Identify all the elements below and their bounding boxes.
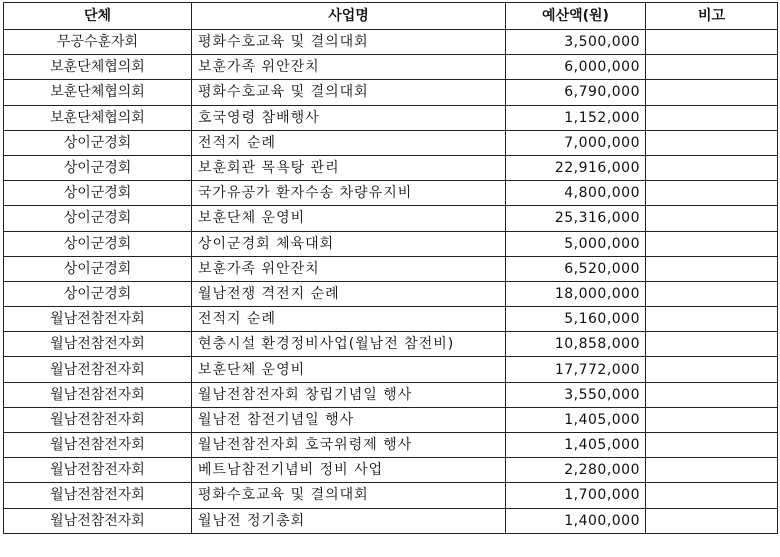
cell-project: 상이군경회 체육대회 — [192, 231, 506, 256]
cell-amount: 1,405,000 — [506, 433, 646, 458]
cell-amount: 25,316,000 — [506, 206, 646, 231]
cell-note — [646, 231, 778, 256]
cell-project: 전적지 순례 — [192, 130, 506, 155]
cell-org: 상이군경회 — [4, 130, 192, 155]
table-row — [4, 357, 778, 382]
header-row — [4, 3, 778, 30]
table-row — [4, 30, 778, 55]
cell-note — [646, 382, 778, 407]
table-row — [4, 508, 778, 533]
cell-project: 월남전쟁 격전지 순례 — [192, 281, 506, 306]
cell-org: 월남전참전자회 — [4, 458, 192, 483]
table-row — [4, 407, 778, 432]
cell-org: 월남전참전자회 — [4, 382, 192, 407]
cell-note — [646, 332, 778, 357]
cell-amount: 6,000,000 — [506, 55, 646, 80]
cell-amount: 7,000,000 — [506, 130, 646, 155]
cell-amount: 4,800,000 — [506, 181, 646, 206]
cell-project: 보훈단체 운영비 — [192, 357, 506, 382]
cell-org: 보훈단체협의회 — [4, 80, 192, 105]
table-row — [4, 181, 778, 206]
cell-note — [646, 508, 778, 533]
cell-project: 국가유공가 환자수송 차량유지비 — [192, 181, 506, 206]
cell-note — [646, 80, 778, 105]
table-row — [4, 256, 778, 281]
table-row — [4, 155, 778, 180]
cell-amount: 3,500,000 — [506, 30, 646, 55]
cell-org: 월남전참전자회 — [4, 357, 192, 382]
cell-note — [646, 458, 778, 483]
cell-amount: 18,000,000 — [506, 281, 646, 306]
cell-note — [646, 130, 778, 155]
cell-org: 월남전참전자회 — [4, 307, 192, 332]
cell-note — [646, 206, 778, 231]
table-body — [4, 30, 778, 534]
table-row — [4, 281, 778, 306]
cell-org: 월남전참전자회 — [4, 332, 192, 357]
cell-project: 평화수호교육 및 결의대회 — [192, 30, 506, 55]
cell-org: 월남전참전자회 — [4, 433, 192, 458]
cell-org: 상이군경회 — [4, 155, 192, 180]
table-row — [4, 55, 778, 80]
cell-note — [646, 407, 778, 432]
table-row — [4, 105, 778, 130]
cell-note — [646, 307, 778, 332]
table-row — [4, 130, 778, 155]
cell-amount: 10,858,000 — [506, 332, 646, 357]
budget-table — [3, 2, 778, 534]
table-row — [4, 382, 778, 407]
header-amount: 예산액(원) — [506, 3, 646, 30]
cell-amount: 17,772,000 — [506, 357, 646, 382]
cell-note — [646, 181, 778, 206]
table-row — [4, 206, 778, 231]
cell-note — [646, 433, 778, 458]
table-row — [4, 332, 778, 357]
cell-amount: 1,400,000 — [506, 508, 646, 533]
cell-project: 평화수호교육 및 결의대회 — [192, 483, 506, 508]
cell-org: 보훈단체협의회 — [4, 105, 192, 130]
cell-org: 상이군경회 — [4, 231, 192, 256]
cell-project: 월남전참전자회 창립기념일 행사 — [192, 382, 506, 407]
table-row — [4, 231, 778, 256]
cell-project: 평화수호교육 및 결의대회 — [192, 80, 506, 105]
cell-note — [646, 55, 778, 80]
cell-project: 월남전 참전기념일 행사 — [192, 407, 506, 432]
cell-org: 상이군경회 — [4, 281, 192, 306]
cell-project: 전적지 순례 — [192, 307, 506, 332]
cell-project: 베트남참전기념비 정비 사업 — [192, 458, 506, 483]
cell-org: 상이군경회 — [4, 181, 192, 206]
header-note: 비고 — [646, 3, 778, 30]
cell-amount: 22,916,000 — [506, 155, 646, 180]
header-org: 단체 — [4, 3, 192, 30]
cell-project: 월남전 정기총회 — [192, 508, 506, 533]
cell-amount: 5,000,000 — [506, 231, 646, 256]
cell-org: 월남전참전자회 — [4, 483, 192, 508]
cell-note — [646, 483, 778, 508]
cell-amount: 2,280,000 — [506, 458, 646, 483]
cell-org: 무공수훈자회 — [4, 30, 192, 55]
cell-note — [646, 105, 778, 130]
table-row — [4, 80, 778, 105]
table-row — [4, 433, 778, 458]
cell-org: 월남전참전자회 — [4, 508, 192, 533]
cell-amount: 1,152,000 — [506, 105, 646, 130]
cell-note — [646, 256, 778, 281]
cell-amount: 6,520,000 — [506, 256, 646, 281]
cell-org: 상이군경회 — [4, 256, 192, 281]
table-row — [4, 483, 778, 508]
cell-project: 월남전참전자회 호국위령제 행사 — [192, 433, 506, 458]
cell-project: 호국영령 참배행사 — [192, 105, 506, 130]
cell-amount: 3,550,000 — [506, 382, 646, 407]
cell-note — [646, 155, 778, 180]
cell-amount: 6,790,000 — [506, 80, 646, 105]
header-project: 사업명 — [192, 3, 506, 30]
cell-note — [646, 357, 778, 382]
cell-note — [646, 281, 778, 306]
cell-note — [646, 30, 778, 55]
cell-amount: 5,160,000 — [506, 307, 646, 332]
cell-project: 보훈가족 위안잔치 — [192, 55, 506, 80]
cell-org: 월남전참전자회 — [4, 407, 192, 432]
cell-project: 보훈가족 위안잔치 — [192, 256, 506, 281]
cell-amount: 1,405,000 — [506, 407, 646, 432]
cell-project: 보훈회관 목욕탕 관리 — [192, 155, 506, 180]
table-row — [4, 458, 778, 483]
table-row — [4, 307, 778, 332]
cell-project: 현충시설 환경정비사업(월남전 참전비) — [192, 332, 506, 357]
cell-org: 상이군경회 — [4, 206, 192, 231]
cell-org: 보훈단체협의회 — [4, 55, 192, 80]
cell-project: 보훈단체 운영비 — [192, 206, 506, 231]
cell-amount: 1,700,000 — [506, 483, 646, 508]
